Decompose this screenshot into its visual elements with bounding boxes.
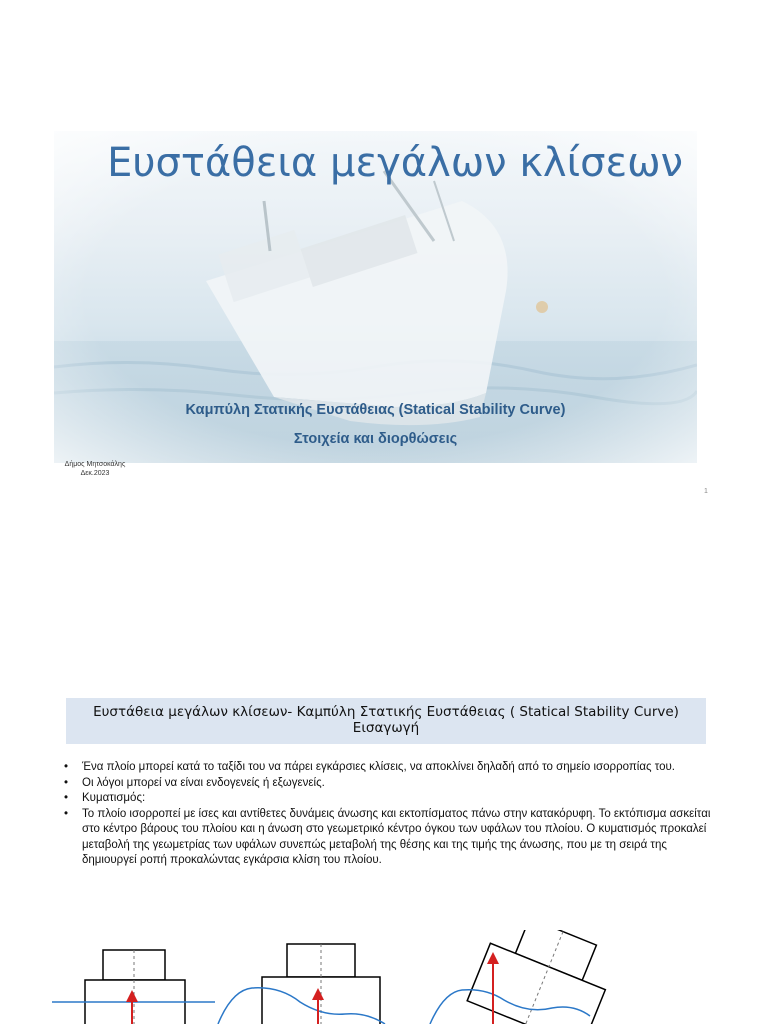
diagram-upright-wave	[218, 944, 385, 1024]
slide2-title	[66, 698, 706, 736]
slide2-title-line1: Ευστάθεια μεγάλων κλίσεων- Καμπύλη Στατικής Ευστάθειας ( Statical Stability Curve)	[93, 704, 679, 720]
slide1-subtitle-line2: Στοιχεία και διορθώσεις	[293, 431, 458, 447]
stability-diagrams	[0, 930, 768, 1024]
bullet-item: • Ένα πλοίο μπορεί κατά το ταξίδι του να πάρει εγκάρσιες κλίσεις, να αποκλίνει δηλαδή από το σημείο ισορροπίας του.	[62, 760, 722, 776]
author-date: Δεκ.2023	[80, 470, 110, 477]
slide1-title: Ευστάθεια μεγάλων κλίσεων	[107, 140, 683, 186]
page-number: 1	[704, 488, 708, 495]
bullet-item: • Το πλοίο ισορροπεί με ίσες και αντίθετες δυνάμεις άνωσης και εκτοπίσματος πάνω στην κατακόρυφη. Το εκτόπισμα ασκείται στο κέντρο βάρους του πλοίου και η άνωση στο γεωμετρικό κέντρο όγκου των υφάλων του πλοίου. Ο κυματισμός προκαλεί μεταβολή της γεωμετρίας των υφάλων συνεπώς μεταβολή της θέσης και της τιμής της άνωσης, που με τη σειρά της δημιουργεί ροπή προκαλώντας εγκάρσια κλίση του πλοίου.	[62, 807, 722, 869]
ship-superstructure	[287, 944, 355, 977]
bullet-item: • Κυματισμός:	[62, 791, 722, 807]
bullet-list	[62, 760, 722, 869]
slide2-title-line2: Εισαγωγή	[352, 720, 420, 736]
slide1-subtitle-line1: Καμπύλη Στατικής Ευστάθειας (Statical Stability Curve)	[185, 402, 566, 418]
diagram-heeled-wave	[430, 930, 620, 1024]
slide2-header	[66, 698, 706, 744]
bullet-item: • Οι λόγοι μπορεί να είναι ενδογενείς ή εξωγενείς.	[62, 776, 722, 792]
author-name: Δήμος Μητσοκάλης	[64, 461, 126, 468]
diagram-upright-calm	[52, 950, 215, 1024]
